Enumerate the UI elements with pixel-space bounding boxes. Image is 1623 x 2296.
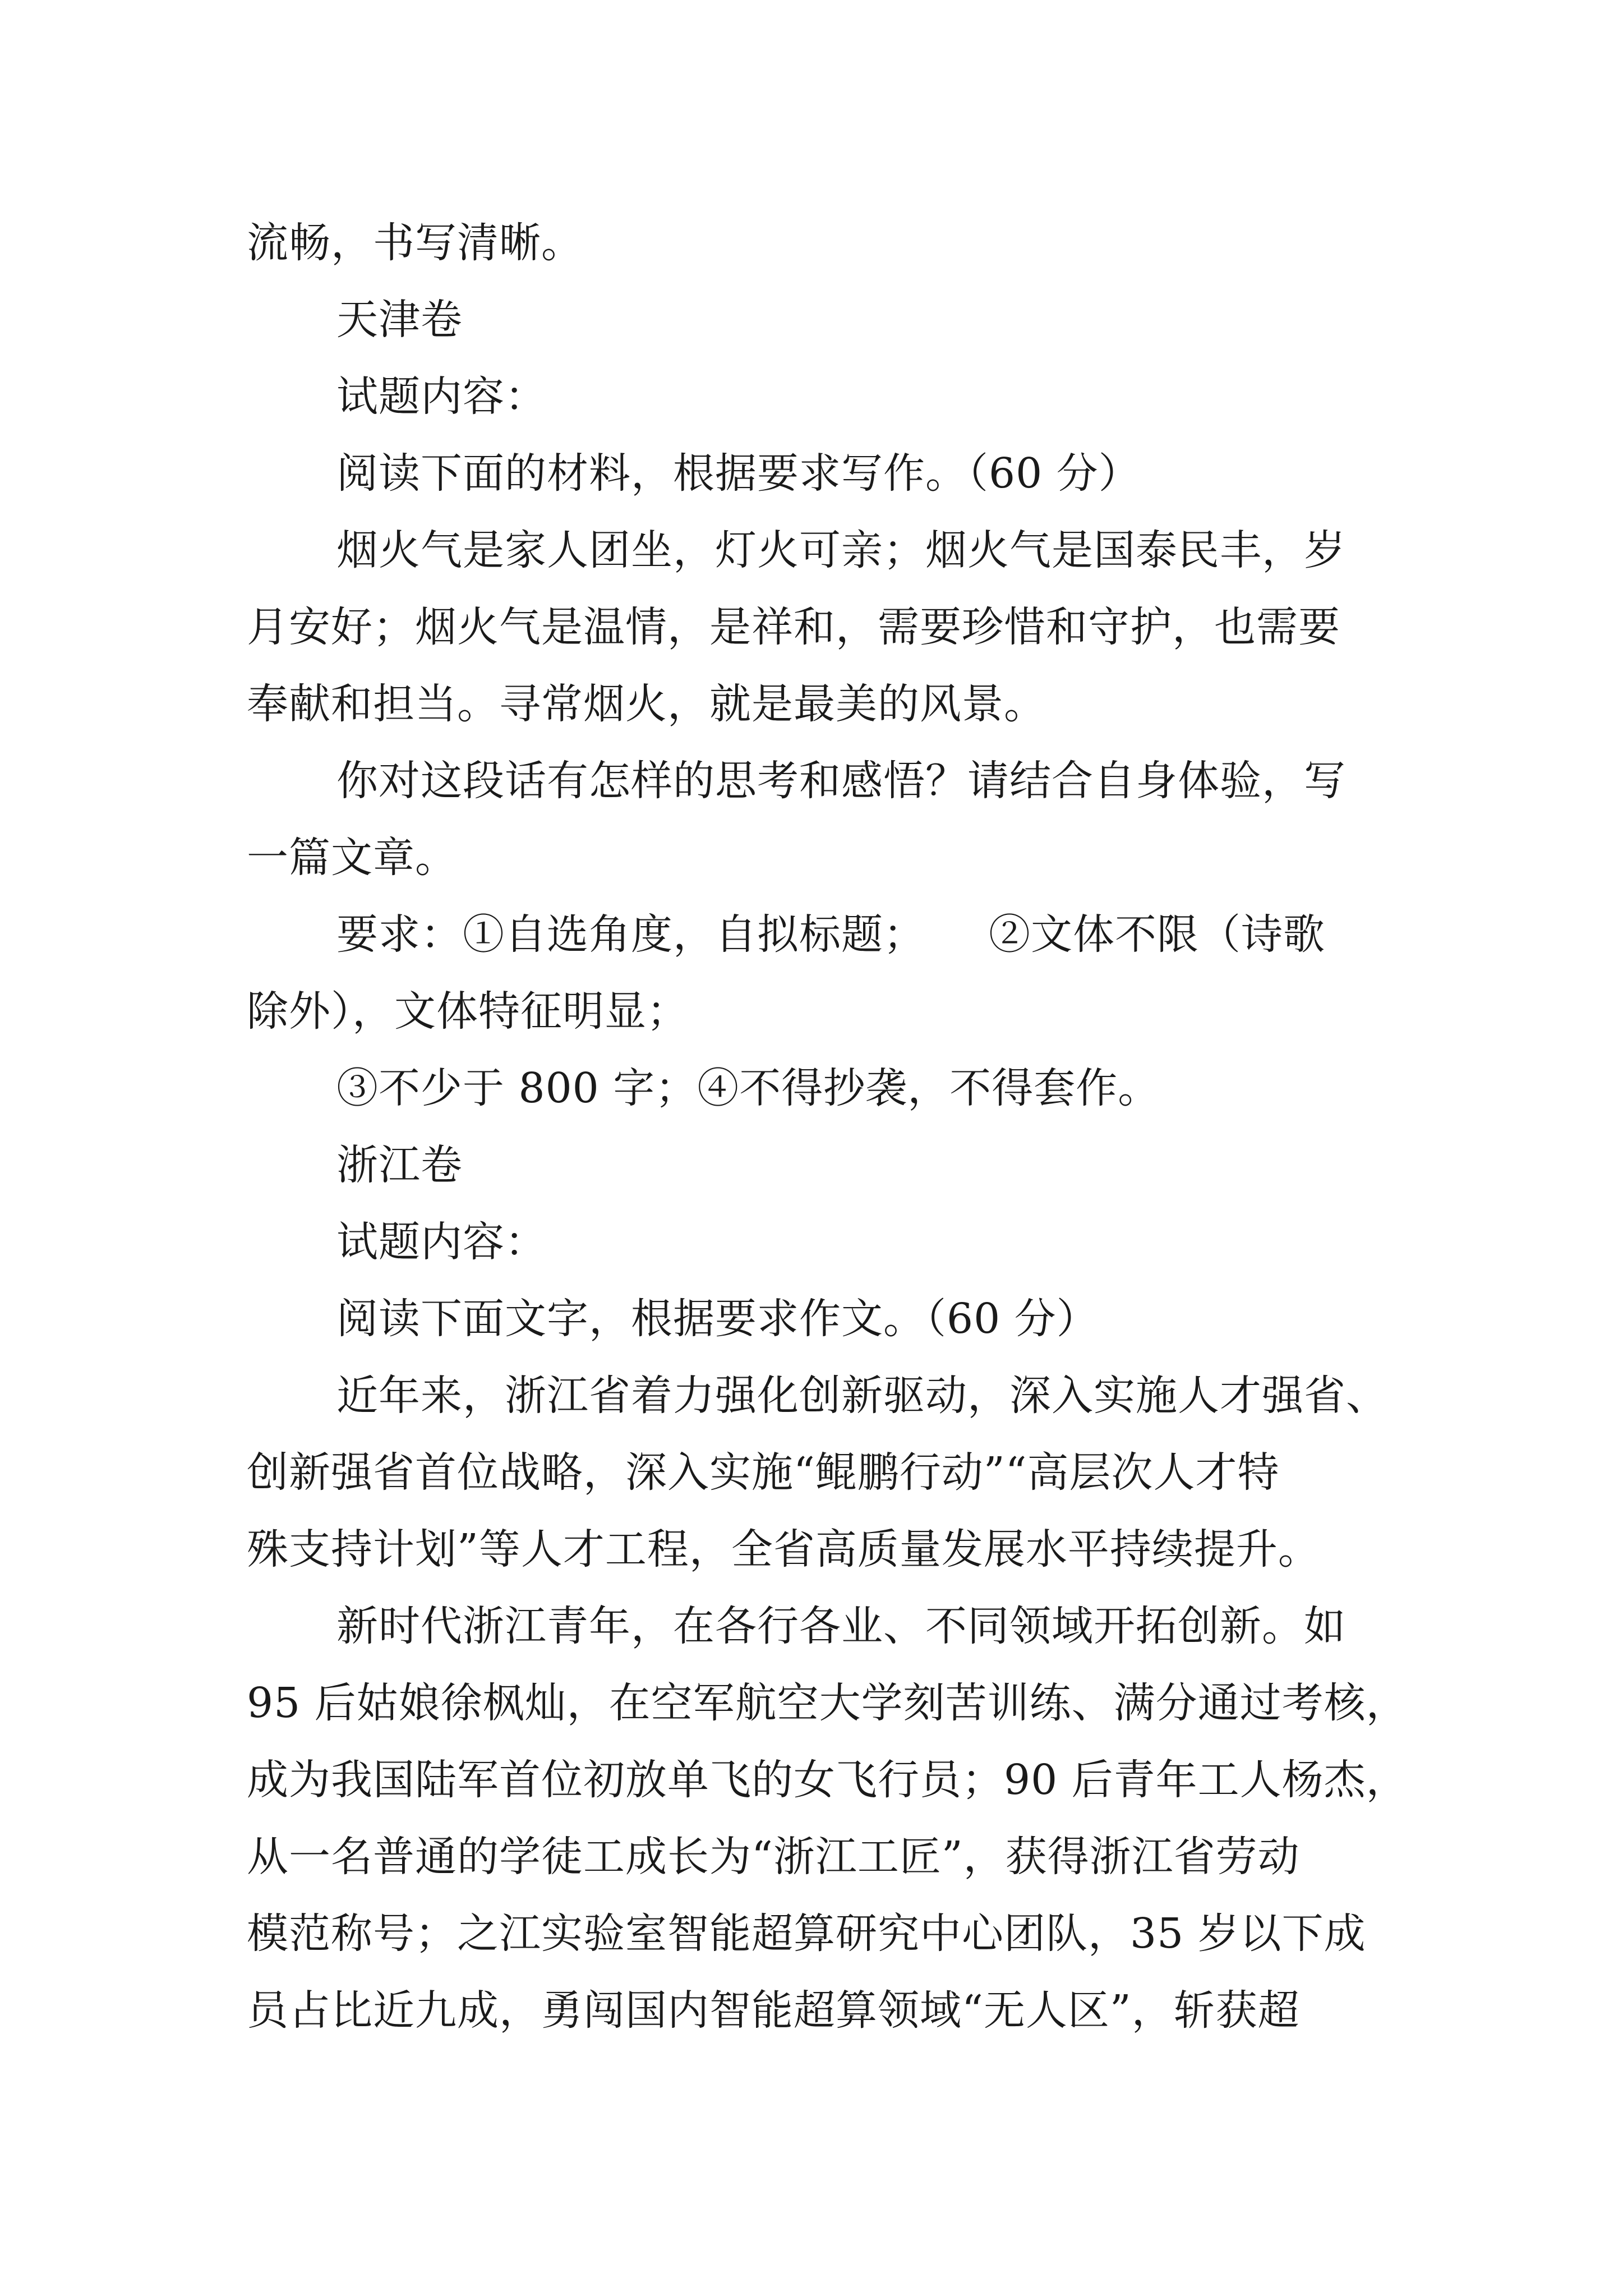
section-heading-tianjin: 天津卷 — [336, 296, 463, 344]
text-line: 殊支持计划”等人才工程，全省高质量发展水平持续提升。 — [247, 1525, 1320, 1573]
section-heading-zhejiang: 浙江卷 — [336, 1141, 463, 1189]
text-line: 阅读下面文字，根据要求作文。（60 分） — [336, 1295, 1099, 1343]
text-line: 模范称号；之江实验室智能超算研究中心团队，35 岁以下成 — [247, 1910, 1366, 1958]
text-line: ③不少于 800 字；④不得抄袭，不得套作。 — [336, 1064, 1160, 1112]
text-line: 你对这段话有怎样的思考和感悟？请结合自身体验，写 — [336, 757, 1346, 805]
text-line: 流畅，书写清晰。 — [247, 219, 583, 267]
text-line: 95 后姑娘徐枫灿，在空军航空大学刻苦训练、满分通过考核， — [247, 1679, 1408, 1727]
text-line: 近年来，浙江省着力强化创新驱动，深入实施人才强省、 — [336, 1372, 1388, 1420]
text-line: 新时代浙江青年，在各行各业、不同领域开拓创新。如 — [336, 1602, 1346, 1650]
text-line: 从一名普通的学徒工成长为“浙江工匠”，获得浙江省劳动 — [247, 1833, 1300, 1881]
text-line: 除外），文体特征明显； — [247, 987, 689, 1036]
text-line: 员占比近九成，勇闯国内智能超算领域“无人区”，斩获超 — [247, 1986, 1300, 2035]
text-line: 烟火气是家人团坐，灯火可亲；烟火气是国泰民丰，岁 — [336, 526, 1346, 574]
text-line: 一篇文章。 — [247, 834, 457, 882]
text-line: 试题内容： — [336, 372, 547, 421]
text-line: 奉献和担当。寻常烟火，就是最美的风景。 — [247, 680, 1046, 728]
text-line: 试题内容： — [336, 1218, 547, 1266]
text-line: 阅读下面的材料，根据要求写作。（60 分） — [336, 449, 1141, 498]
text-line: 创新强省首位战略，深入实施“鲲鹏行动”“高层次人才特 — [247, 1448, 1280, 1497]
document-body — [247, 205, 1408, 2049]
text-line: 月安好；烟火气是温情，是祥和，需要珍惜和守护，也需要 — [247, 603, 1340, 651]
text-line: 要求：①自选角度，自拟标题； ②文体不限（诗歌 — [336, 910, 1325, 959]
text-line: 成为我国陆军首位初放单飞的女飞行员；90 后青年工人杨杰， — [247, 1756, 1408, 1804]
